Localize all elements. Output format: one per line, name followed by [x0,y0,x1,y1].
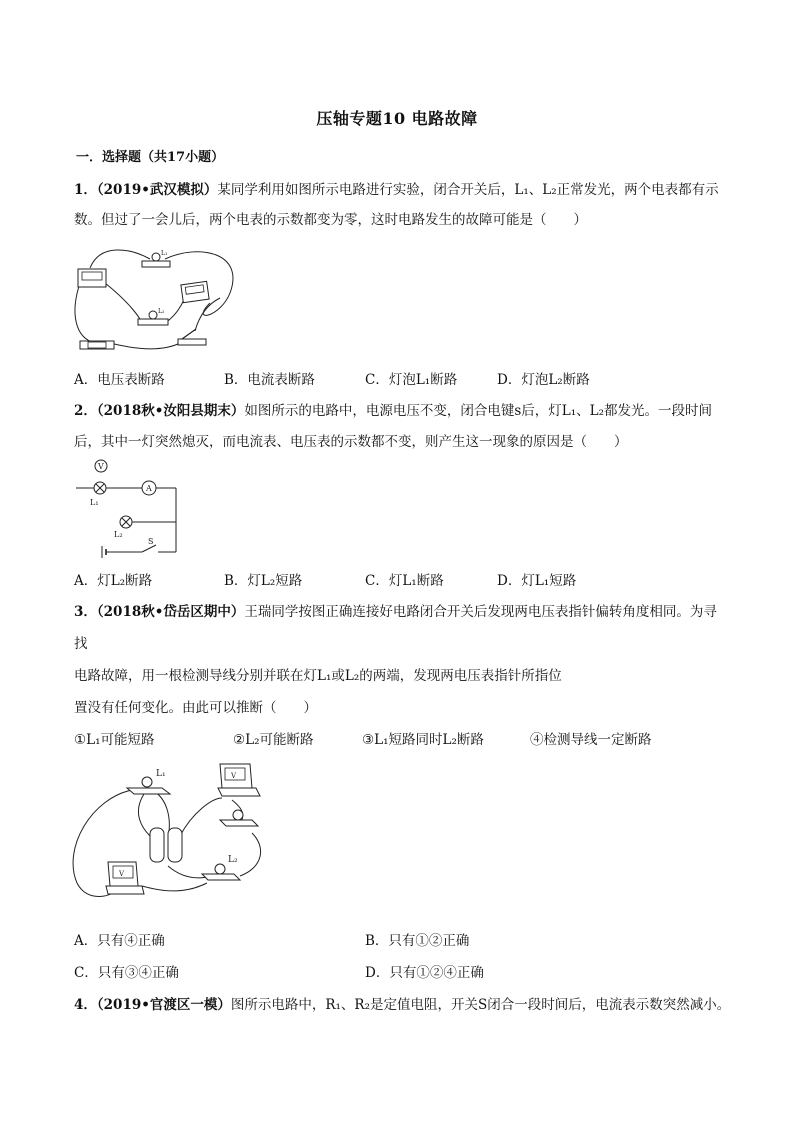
q2-fig-v: V [98,462,104,471]
q1-option-a[interactable]: A．电压表断路 [74,372,165,388]
q1-fig-l2-label: L₂ [158,308,165,315]
page-title: 压轴专题10 电路故障 [316,109,478,128]
q3-line1 [74,600,717,620]
q3-text1: 王瑞同学按图正确连接好电路闭合开关后发现两电压表指针偏转角度相同。为寻 [244,604,717,620]
q2-line2: 后，其中一灯突然熄灭，而电流表、电压表的示数都不变，则产生这一现象的原因是（ ） [74,434,628,450]
q2-option-a[interactable]: A．灯L₂断路 [74,573,153,589]
q4-source: （2019•官渡区一模） [96,997,231,1013]
q2-line1 [74,399,712,419]
q3-option-a[interactable]: A．只有④正确 [74,933,165,949]
q2-fig-a: A [146,484,152,493]
q3-fig-v2: V [119,870,125,878]
q3-statement-4: ④检测导线一定断路 [530,732,652,748]
q2-source: （2018秋•汝阳县期末） [96,403,245,419]
q3-source: （2018秋•岱岳区期中） [96,604,245,620]
q1-line2: 数。但过了一会儿后，两个电表的示数都变为零，这时电路发生的故障可能是（ ） [74,212,587,228]
q4-number: 4． [74,997,97,1013]
q3-circuit-figure [72,758,272,908]
q1-line1 [74,178,719,198]
q3-statement-1: ①L₁可能短路 [74,732,155,748]
q2-option-d[interactable]: D．灯L₁短路 [497,573,577,589]
q2-fig-l2: L₂ [114,530,123,539]
q1-source: （2019•武汉模拟） [96,182,218,198]
q3-fig-l2: L₂ [228,855,238,865]
q1-option-b[interactable]: B．电流表断路 [224,372,315,388]
q1-text1: 某同学利用如图所示电路进行实验，闭合开关后，L₁、L₂正常发光，两个电表都有示 [217,182,719,198]
q1-number: 1． [74,182,97,198]
q3-fig-l1: L₁ [156,769,166,779]
q2-text1: 如图所示的电路中，电源电压不变，闭合电键s后，灯L₁、L₂都发光。一段时间 [244,403,713,419]
q4-text1: 图所示电路中，R₁、R₂是定值电阻，开关S闭合一段时间后，电流表示数突然减小。 [230,997,731,1013]
q2-fig-l1: L₁ [90,498,99,507]
q3-fig-v1: V [231,772,237,780]
q1-fig-l1-label: L₁ [161,250,168,257]
q1-option-c[interactable]: C．灯泡L₁断路 [365,372,458,388]
q3-statement-3: ③L₁短路同时L₂断路 [362,732,484,748]
q2-option-b[interactable]: B．灯L₂短路 [224,573,303,589]
q1-option-d[interactable]: D．灯泡L₂断路 [497,372,590,388]
q2-option-c[interactable]: C．灯L₁断路 [365,573,444,589]
q3-number: 3． [74,604,97,620]
q3-statement-2: ②L₂可能断路 [233,732,314,748]
q3-option-d[interactable]: D．只有①②④正确 [365,965,484,981]
q3-line4: 置没有任何变化。由此可以推断（ ） [74,700,317,716]
q4-line1 [74,993,730,1013]
q3-option-b[interactable]: B．只有①②正确 [365,933,470,949]
q2-number: 2． [74,403,97,419]
q3-option-c[interactable]: C．只有③④正确 [74,965,179,981]
section-heading: 一．选择题（共17小题） [76,150,225,165]
q2-fig-s: S [148,537,154,546]
q3-line2: 找 [74,636,88,652]
q2-circuit-figure [72,460,182,556]
q1-circuit-figure [70,243,240,355]
q3-line3: 电路故障，用一根检测导线分别并联在灯L₁或L₂的两端，发现两电压表指针所指位 [74,668,562,684]
